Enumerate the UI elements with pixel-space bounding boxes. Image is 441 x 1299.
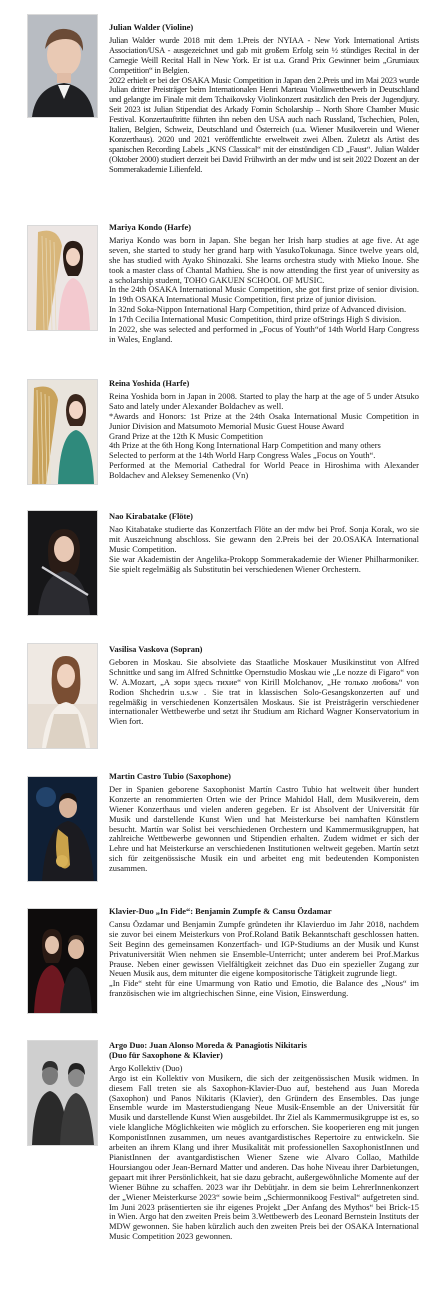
bio-paragraph: *Awards and Honors: 1st Prize at the 24th Osaka International Music Competition in Junior Division and Matsumoto Memorial Music Guest House Award <box>109 410 419 431</box>
bio-paragraph: 2022 erhielt er bei der OSAKA Music Competition in Japan den 2.Preis und im Mai 2023 wurde Julian dritter Preisträger beim Internationalen Henri Marteau Violinwettbewerb in Deutschland und gelangte im Finale mit dem Tchaikovsky Violinkonzert zusätzlich den Preis der Jugendjury. Seit 2023 ist Julian Stipendiat des Arkady Fomin Scholarship – North Shore Chamber Music Festival. Konzertauftritte führten ihn neben den USA auch nach Russland, Tschechien, Polen, Italien, Belgien, Schweiz, Deutschland und Österreich (u.a. Wiener Musikverein und Wiener Konzerthaus). 2020 und 2021 veröffentlichte erweltweit zwei Alben. Zuletzt als Artist des spanischen Recording Labels „KNS Classical“ mit der einstündigen CD „Faust“. Julian Walder (Oktober 2000) studiert derzeit bei David Frühwirth an der mdw und ist seit 2022 Dozent an der Sommerakademie Lilienfeld. <box>109 74 419 174</box>
artist-name: Vasilisa Vaskova (Sopran) <box>109 644 203 654</box>
bio-paragraph: Argo ist ein Kollektiv von Musikern, die sich der zeitgenössischen Musik widmen. In diesem Fall treten sie als Saxophon-Klavier-Duo auf, bestehend aus Juan Moreda (Saxophon) und Panos Nikitaris (Klavier), den Gründern des Ensembles. Das junge Ensemble wurde im Masterstudiengang Neue Musik-Ensemble an der Universität für Musik und darstellende Kunst Wien ausgebildet. Ihr Ziel als Kammermusikgruppe ist es, so viele klangliche Möglichkeiten wie möglich zu erforschen. Sie kooperieren eng mit jungen KomponistInnen zusammen, um neues avantgardistisches Repertoire zu entwickeln. Sie arbeiten an ihrem Klang und ihrer Musikalität mit professionellen SaxophonistInnen und PianistInnen der avantgardistischen Wiener Szene wie Alvaro Collao, Mathilde Hoursiangou oder Jean-Bernard Matter und anderen. Das hohe Niveau ihrer Darbietungen, gepaart mit ihrer Persönlichkeit, hat sie dazu gebracht, außergewöhnliche Momente auf der Wiener Bühne zu schaffen. 2023 war ihr Debütjahr. in dem sie beim LehrerInnenkonzert der „Wiener Meisterkurse 2023“ sowie beim „Schiermonnikoog Festival“ aufgetreten sind. Im Juni 2023 präsentierten sie ihr eigenes Projekt „Der Anfang des Mythos“ bei Brick-15 in Wien. Argo hat den zweiten Preis beim 3.Wettbewerb des Leonard Bernstein Instituts der MDW gewonnen. Sie haben kürzlich auch den zweiten Preis bei der OSAKA International Music Competition 2023 gewonnen. <box>109 1072 419 1242</box>
portrait-photo-martin-castro-tubio <box>27 776 98 882</box>
bio-paragraph: In the 24th OSAKA International Music Competition, she got first prize of senior division. In 19th OSAKA International Music Competition, first prize of junior division. <box>109 284 419 305</box>
bio-paragraph: Nao Kitabatake studierte das Konzertfach Flöte an der mdw bei Prof. Sonja Korak, wo sie mit Auszeichnung abschloss. Sie gewann den 2.Preis bei der 20.OSAKA International Music Competition. <box>109 523 419 554</box>
bio-paragraph: Geboren in Moskau. Sie absolviete das Staatliche Moskauer Musikinstitut von Alfred Schnittke und sang im Alfred Schnittke Opernstudio Moskau wie „Le nozze di Figaro“ von W. A.Mozart, „А зори здесь тихие“ von Kirill Molchanov, „Не только любовь“ von Rodion Shchedrin u.s.w . Sie trat in klassischen Solo-Gesangskonzerten auf und regelmäßig in verschiedenen Konzertsälen Moskaus. Sie ist Preisträgerin verschiedener internationaler Wettbewerbe und setzt ihr Studium am Richard Wagner Konservatorium in Wien fort. <box>109 656 419 727</box>
bio-paragraph: In 2022, she was selected and performed in „Focus of Youth“of 14th World Harp Congress in Wales, England. <box>109 324 419 344</box>
bio-paragraph: „In Fide“ steht für eine Umarmung von Ratio und Emotio, die Balance des „Nous“ im französischen wie im altgriechischen Sinne, eine Vision, Einswerdung. <box>109 978 419 999</box>
artist-name: Argo Duo: Juan Alonso Moreda & Panagiotis Nikitaris <box>109 1040 307 1050</box>
bio-paragraph: Der in Spanien geborene Saxophonist Martín Castro Tubio hat weltweit über hundert Konzerte an renommierten Orten wie der Prince Mahidol Hall, dem Musikverein, dem Wiener Konzerthaus und vielen anderen gegeben. Er ist Absolvent der Universität für Musik und darstellende Kunst Wien und hat Meisterkurse bei namhaften Künstlern besucht. Martín war Solist bei verschiedenen Orchestern und Kammermusikgruppen, hat zahlreiche Wettbewerbe gewonnen und Stipendien erhalten. Zudem widmet er sich der Lehre und hat Meisterkurse an verschiedenen Institutionen weltweit gegeben. Martín setzt sich für zeitgenössische Musik ein und arbeitet eng mit bedeutenden Komponisten zusammen. <box>109 783 419 874</box>
portrait-photo-vasilisa-vaskova <box>27 643 98 749</box>
portrait-photo-argo-duo <box>27 1040 98 1146</box>
bio-paragraph: Reina Yoshida born in Japan in 2008. Started to play the harp at the age of 5 under Atsuko Sato and lately under Alexander Boldachev as well. <box>109 390 419 411</box>
artist-name: Mariya Kondo (Harfe) <box>109 222 192 232</box>
bio-paragraph: Selected to perform at the 14th World Harp Congress Wales „Focus on Youth“. <box>109 450 376 461</box>
artist-name: Nao Kirabatake (Flöte) <box>109 511 193 521</box>
portrait-photo-nao-kirabatake <box>27 510 98 616</box>
bio-paragraph: Argo Kollektiv (Duo) <box>109 1062 183 1073</box>
artist-name: Reina Yoshida (Harfe) <box>109 378 190 388</box>
portrait-photo-mariya-kondo <box>27 225 98 331</box>
bio-paragraph: Mariya Kondo was born in Japan. She began her Irish harp studies at age five. At age seven, she started to study her grand harp with YasukoTokunaga. Since twelve years old, she has studied with Ayako Shinozaki. She learns orchestra study with Mieko Inoue. She took a master class of Chantal Mathieu. She is now attending the first year of university as a scholarship student, TOHO GAKUEN SCHOOL OF MUSIC. <box>109 234 419 285</box>
bio-paragraph: In 32nd Soka-Nippon International Harp Competition, third prize of Advanced division. <box>109 304 407 315</box>
portrait-photo-duo-in-fide <box>27 908 98 1014</box>
portrait-photo-reina-yoshida <box>27 379 98 485</box>
artist-name: Klavier-Duo „In Fide“: Benjamin Zumpfe & Cansu Özdamar <box>109 906 332 916</box>
artist-subtitle: (Duo für Saxophone & Klavier) <box>109 1049 223 1060</box>
bio-paragraph: Cansu Özdamar und Benjamin Zumpfe gründeten ihr Klavierduo im Jahr 2018, nachdem sie zuvor bei einem Meisterkurs von Prof.Roland Batik Bekanntschaft geschlossen hatten. Seit Beginn des gemeinsamen Konzertfach- und IGP-Studiums an der Musik und Kunst Privatuniversität Wien nehmen sie Ensemble-Unterricht; unter anderem bei Prof.Markus Prause. Neben einer gewissen Vielfältigkeit zeichnet das Duo ein spezieller Zugang zur Neuen Musik aus, dem mitunter die eigene kompositorische Tätigkeit zugrunde liegt. <box>109 918 419 979</box>
artist-name: Martin Castro Tubio (Saxophone) <box>109 771 231 781</box>
bio-paragraph: Grand Prize at the 12th K Music Competition <box>109 430 263 441</box>
bio-paragraph: 4th Prize at the 6th Hong Kong International Harp Competition and many others <box>109 440 381 451</box>
bio-paragraph: Performed at the Memorial Cathedral for World Peace in Hiroshima with Alexander Boldachev and Aleksey Semenenko (Vn) <box>109 460 419 481</box>
artist-name: Julian Walder (Violine) <box>109 22 194 32</box>
portrait-photo-julian-walder <box>27 14 98 118</box>
bio-paragraph: Sie war Akademistin der Angelika-Prokopp Sommerakademie der Wiener Philharmoniker. Sie spielt regelmäßig als Substitutin bei verschiedenen Wiener Orchestern. <box>109 553 419 574</box>
bio-paragraph: In 17th Cecilia International Music Competition, third prize ofStrings High S division. <box>109 314 402 325</box>
bio-paragraph: Julian Walder wurde 2018 mit dem 1.Preis der NYIAA - New York International Artists Association/USA - ausgezeichnet und gab mit großem Erfolg sein ½ stündiges Recital in der Carnegie Weill Recital Hall in New York. Er ist u.a. Grand Prix Gewinner beim „Grumiaux Competition“ in Belgien. <box>109 34 419 75</box>
